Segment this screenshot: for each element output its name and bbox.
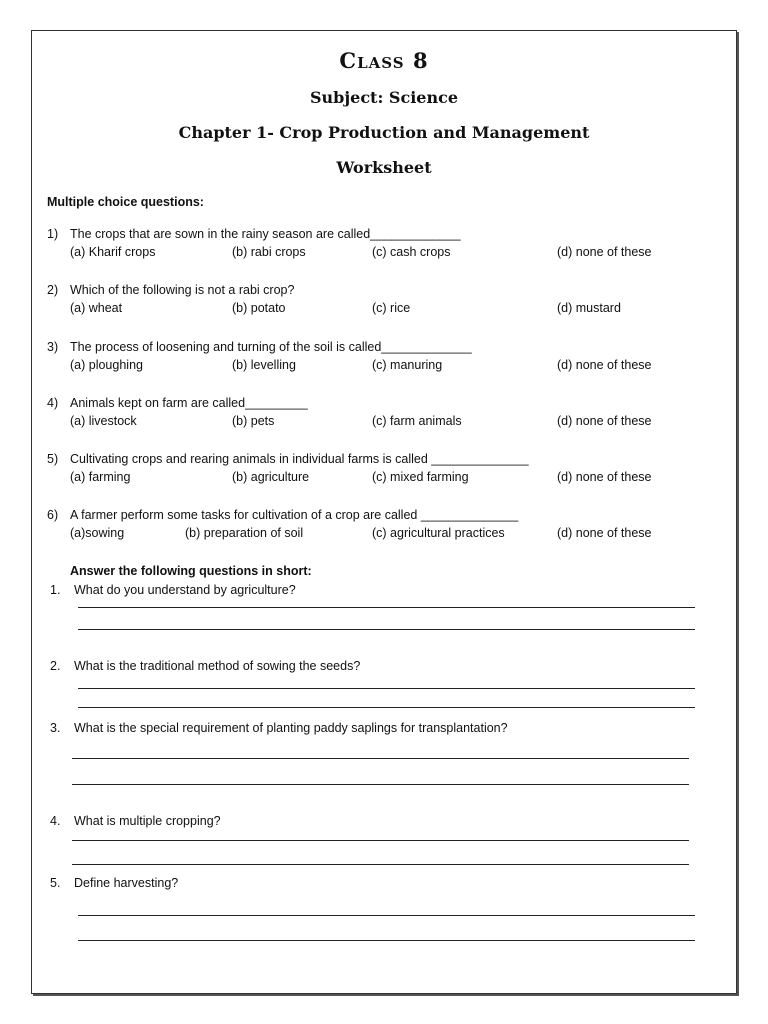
option-c: (c) rice [372,301,411,315]
option-d: (d) none of these [557,526,652,540]
question-number: 6) [47,508,59,522]
option-a: (a)sowing [70,526,125,540]
question-number: 1. [50,583,61,597]
answer-line [78,629,695,630]
option-c: (c) agricultural practices [372,526,505,540]
answer-line [72,864,689,865]
question-number: 5) [47,452,59,466]
question-number: 3. [50,721,61,735]
option-b: (b) rabi crops [232,245,306,259]
question-text: Animals kept on farm are called_________ [70,396,308,410]
mcq-section-label: Multiple choice questions: [47,195,204,209]
option-d: (d) none of these [557,358,652,372]
question-text: A farmer perform some tasks for cultivation of a crop are called ______________ [70,508,519,522]
option-d: (d) none of these [557,245,652,259]
question-text: Define harvesting? [74,876,179,890]
question-number: 1) [47,227,59,241]
question-text: The crops that are sown in the rainy season are called_____________ [70,227,461,241]
answer-line [78,940,695,941]
short-answer-heading: Answer the following questions in short: [70,564,312,578]
question-text: What is the special requirement of planting paddy saplings for transplantation? [74,721,508,735]
question-text: What is multiple cropping? [74,814,221,828]
answer-line [72,758,689,759]
question-text: Which of the following is not a rabi crop? [70,283,295,297]
answer-line [78,607,695,608]
question-number: 2) [47,283,59,297]
question-number: 3) [47,340,59,354]
option-a: (a) livestock [70,414,137,428]
option-a: (a) wheat [70,301,123,315]
worksheet-title: Worksheet [336,158,432,177]
option-c: (c) farm animals [372,414,462,428]
answer-line [72,784,689,785]
answer-line [72,840,689,841]
question-number: 5. [50,876,61,890]
option-d: (d) mustard [557,301,621,315]
option-d: (d) none of these [557,470,652,484]
option-c: (c) cash crops [372,245,451,259]
subject-title: Subject: Science [309,88,459,107]
question-number: 4. [50,814,61,828]
option-b: (b) agriculture [232,470,310,484]
option-b: (b) potato [232,301,286,315]
option-b: (b) preparation of soil [185,526,304,540]
option-b: (b) pets [232,414,275,428]
option-a: (a) ploughing [70,358,143,372]
question-text: What is the traditional method of sowing the seeds? [74,659,361,673]
option-a: (a) farming [70,470,131,484]
option-a: (a) Kharif crops [70,245,156,259]
option-b: (b) levelling [232,358,296,372]
question-text: What do you understand by agriculture? [74,583,296,597]
answer-line [78,915,695,916]
option-c: (c) manuring [372,358,443,372]
chapter-title: Chapter 1- Crop Production and Management [178,123,590,142]
question-number: 4) [47,396,59,410]
option-d: (d) none of these [557,414,652,428]
answer-line [78,707,695,708]
question-text: Cultivating crops and rearing animals in individual farms is called ______________ [70,452,529,466]
question-text: The process of loosening and turning of the soil is called_____________ [70,340,472,354]
question-number: 2. [50,659,61,673]
answer-line [78,688,695,689]
option-c: (c) mixed farming [372,470,469,484]
class-title: Class 8 [339,48,429,73]
